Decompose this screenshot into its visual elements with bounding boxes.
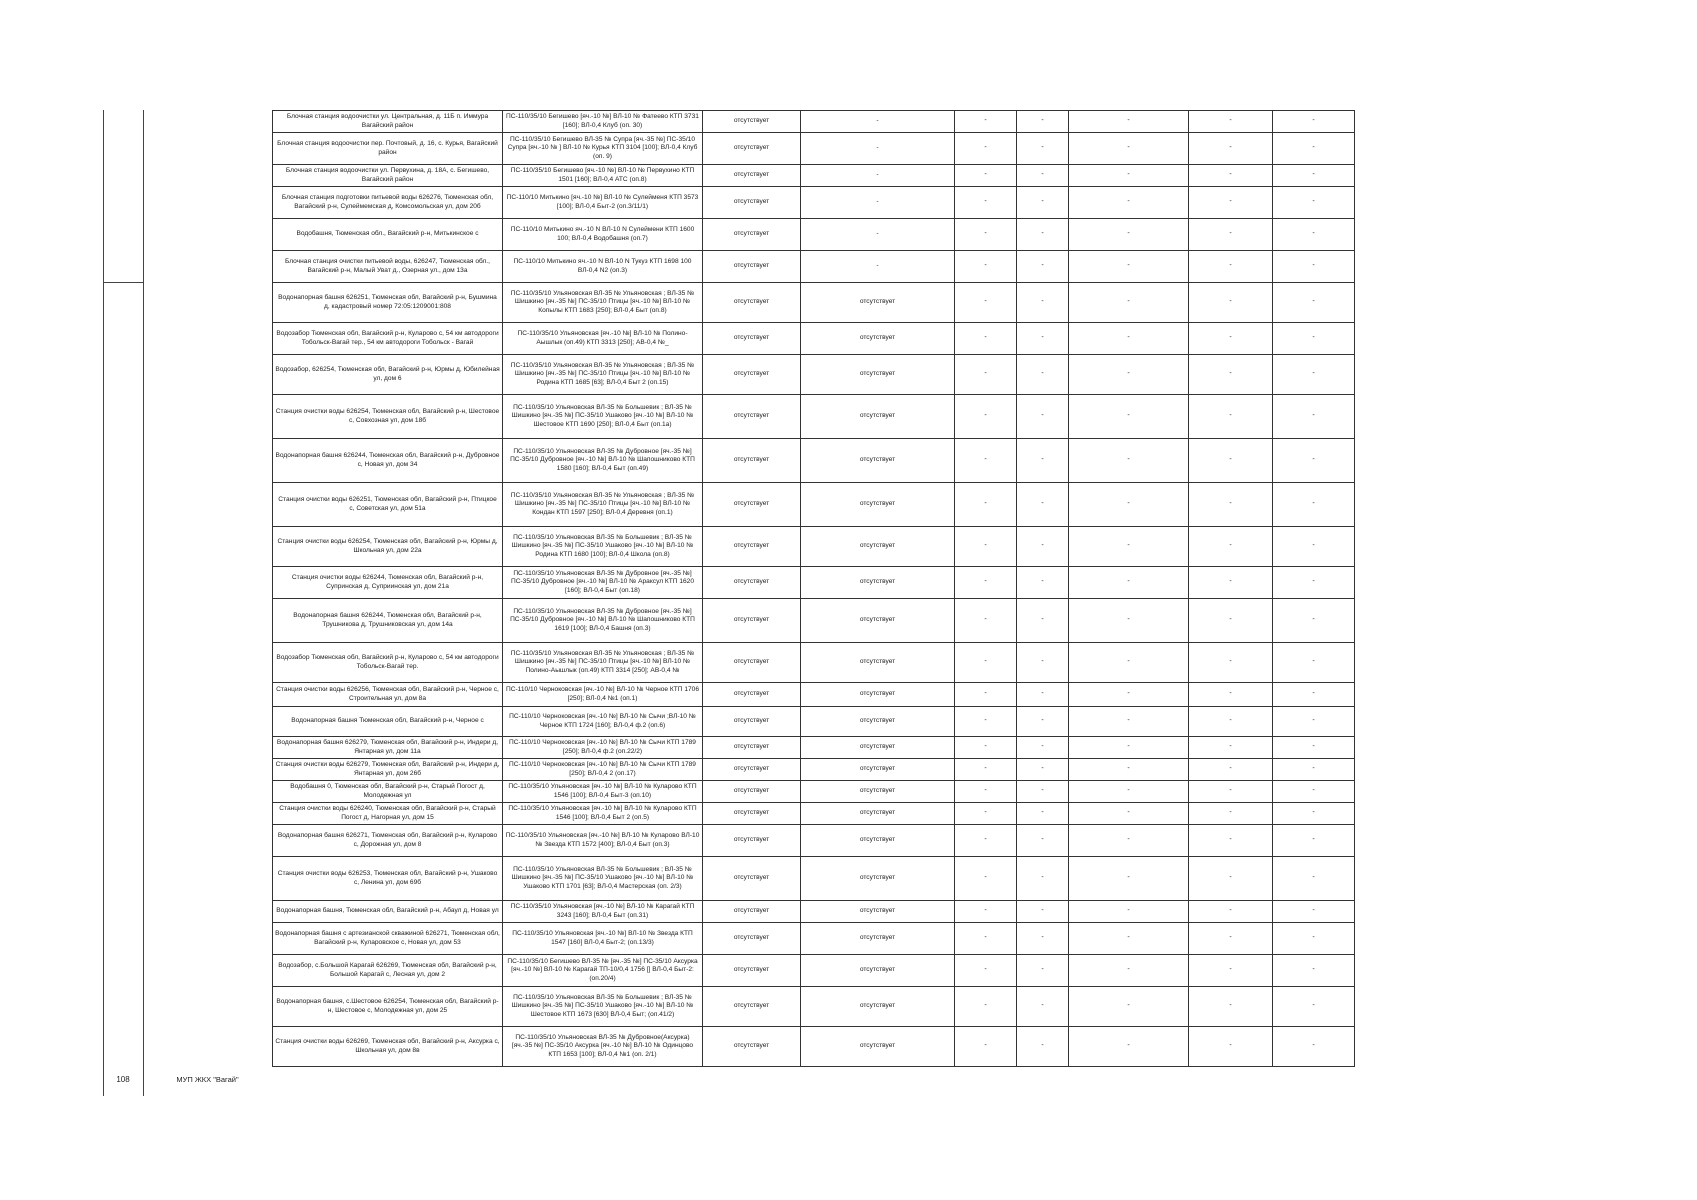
status2-cell: отсутствует bbox=[801, 759, 955, 781]
table-row bbox=[273, 683, 1355, 707]
dash-cell: - bbox=[1273, 781, 1355, 803]
object-cell: Водобашня 0, Тюменская обл, Вагайский р-н, Старый Погост д, Молодежная ул bbox=[273, 781, 503, 803]
dash-cell: - bbox=[955, 955, 1017, 987]
object-cell: Водонапорная башня 626271, Тюменская обл, Вагайский р-н, Куларово с, Дорожная ул, дом 8 bbox=[273, 825, 503, 857]
dash-cell: - bbox=[1189, 955, 1273, 987]
table-row bbox=[273, 165, 1355, 187]
supply-cell: ПС-110/35/10 Ульяновская ВЛ-35 № Дубровное(Аксурка) [яч.-35 №] ПС-35/10 Аксурка [яч.-10 №] ВЛ-10 № Одинцово КТП 1653 [100]; ВЛ-0,4 №1 (оп. 2/1) bbox=[503, 1027, 703, 1067]
dash-cell: - bbox=[955, 987, 1017, 1027]
table-row bbox=[273, 987, 1355, 1027]
status2-cell: отсутствует bbox=[801, 395, 955, 439]
dash-cell: - bbox=[1017, 355, 1069, 395]
left-columns bbox=[103, 110, 272, 1096]
table-row bbox=[273, 955, 1355, 987]
dash-cell: - bbox=[1273, 323, 1355, 355]
status-cell: отсутствует bbox=[703, 1027, 801, 1067]
status-cell: отсутствует bbox=[703, 781, 801, 803]
dash-cell: - bbox=[1017, 901, 1069, 923]
status-cell: отсутствует bbox=[703, 599, 801, 643]
dash-cell: - bbox=[1017, 395, 1069, 439]
dash-cell: - bbox=[1017, 707, 1069, 737]
status2-cell: отсутствует bbox=[801, 955, 955, 987]
status-cell: отсутствует bbox=[703, 323, 801, 355]
supply-cell: ПС-110/35/10 Ульяновская ВЛ-35 № Ульяновская ; ВЛ-35 № Шишкино [яч.-35 №] ПС-35/10 Птицы [яч.-10 №] ВЛ-10 № Родина КТП 1685 [63]; ВЛ-0,4 Быт 2 (оп.15) bbox=[503, 355, 703, 395]
supply-cell: ПС-110/35/10 Ульяновская ВЛ-35 № Дубровное [яч.-35 №] ПС-35/10 Дубровное [яч.-10 №] ВЛ-10 № Шапошниково КТП 1619 [100]; ВЛ-0,4 Башня (оп.3) bbox=[503, 599, 703, 643]
dash-cell: - bbox=[1273, 395, 1355, 439]
status-cell: отсутствует bbox=[703, 439, 801, 483]
status-cell: отсутствует bbox=[703, 923, 801, 955]
dash-cell: - bbox=[1189, 923, 1273, 955]
dash-cell: - bbox=[955, 567, 1017, 599]
data-table bbox=[272, 110, 1355, 1067]
status2-cell: - bbox=[801, 133, 955, 165]
status-cell: отсутствует bbox=[703, 187, 801, 219]
status-cell: отсутствует bbox=[703, 219, 801, 251]
organization-name: МУП ЖКХ "Вагай" bbox=[176, 1075, 239, 1084]
status2-cell: отсутствует bbox=[801, 283, 955, 323]
status2-cell: отсутствует bbox=[801, 527, 955, 567]
dash-cell: - bbox=[1069, 759, 1189, 781]
dash-cell: - bbox=[1069, 567, 1189, 599]
dash-cell: - bbox=[1273, 165, 1355, 187]
supply-cell: ПС-110/10 Черноковская [яч.-10 №] ВЛ-10 № Сычи ;ВЛ-10 № Черное КТП 1724 [160]; ВЛ-0,4 ф.2 (оп.6) bbox=[503, 707, 703, 737]
dash-cell: - bbox=[1069, 187, 1189, 219]
dash-cell: - bbox=[955, 857, 1017, 901]
dash-cell: - bbox=[1017, 483, 1069, 527]
dash-cell: - bbox=[1189, 439, 1273, 483]
column-divider bbox=[103, 110, 104, 1096]
dash-cell: - bbox=[1273, 187, 1355, 219]
dash-cell: - bbox=[1189, 825, 1273, 857]
dash-cell: - bbox=[1273, 567, 1355, 599]
table-row bbox=[273, 219, 1355, 251]
supply-cell: ПС-110/10 Черноковская [яч.-10 №] ВЛ-10 № Черное КТП 1706 [250]; ВЛ-0,4 №1 (оп.1) bbox=[503, 683, 703, 707]
row-divider bbox=[103, 282, 143, 283]
dash-cell: - bbox=[955, 165, 1017, 187]
table-row bbox=[273, 187, 1355, 219]
status-cell: отсутствует bbox=[703, 111, 801, 133]
dash-cell: - bbox=[1017, 187, 1069, 219]
status2-cell: отсутствует bbox=[801, 737, 955, 759]
dash-cell: - bbox=[1017, 737, 1069, 759]
status-cell: отсутствует bbox=[703, 857, 801, 901]
dash-cell: - bbox=[955, 781, 1017, 803]
supply-cell: ПС-110/35/10 Ульяновская [яч.-10 №] ВЛ-10 № Карагай КТП 3243 [160]; ВЛ-0,4 Быт (оп.31) bbox=[503, 901, 703, 923]
object-cell: Станция очистки воды 626256, Тюменская обл, Вагайский р-н, Черное с, Строительная ул, дом 8а bbox=[273, 683, 503, 707]
dash-cell: - bbox=[1273, 1027, 1355, 1067]
object-cell: Водобашня, Тюменская обл., Вагайский р-н, Митькинское с bbox=[273, 219, 503, 251]
table-row bbox=[273, 759, 1355, 781]
dash-cell: - bbox=[1189, 133, 1273, 165]
column-divider bbox=[143, 110, 144, 1096]
dash-cell: - bbox=[1069, 251, 1189, 283]
dash-cell: - bbox=[1069, 133, 1189, 165]
dash-cell: - bbox=[1273, 599, 1355, 643]
dash-cell: - bbox=[1069, 923, 1189, 955]
object-cell: Станция очистки воды 626254, Тюменская обл, Вагайский р-н, Юрмы д, Школьная ул, дом 22а bbox=[273, 527, 503, 567]
dash-cell: - bbox=[1069, 781, 1189, 803]
status2-cell: отсутствует bbox=[801, 567, 955, 599]
dash-cell: - bbox=[1189, 527, 1273, 567]
object-cell: Станция очистки воды 626244, Тюменская обл, Вагайский р-н, Супринская д, Суприинская ул, дом 21а bbox=[273, 567, 503, 599]
dash-cell: - bbox=[1189, 165, 1273, 187]
dash-cell: - bbox=[1069, 803, 1189, 825]
supply-cell: ПС-110/35/10 Ульяновская [яч.-10 №] ВЛ-10 № Звезда КТП 1547 [160] ВЛ-0,4 Быт-2; (оп.13/3) bbox=[503, 923, 703, 955]
supply-cell: ПС-110/35/10 Бегишево ВЛ-35 № Супра [яч.-35 №] ПС-35/10 Супра [яч.-10 № ] ВЛ-10 № Курья КТП 3104 [100]; ВЛ-0,4 Клуб (оп. 9) bbox=[503, 133, 703, 165]
dash-cell: - bbox=[1189, 737, 1273, 759]
dash-cell: - bbox=[1189, 1027, 1273, 1067]
dash-cell: - bbox=[1017, 923, 1069, 955]
dash-cell: - bbox=[1069, 1027, 1189, 1067]
dash-cell: - bbox=[955, 803, 1017, 825]
dash-cell: - bbox=[955, 219, 1017, 251]
dash-cell: - bbox=[1273, 483, 1355, 527]
dash-cell: - bbox=[1189, 395, 1273, 439]
object-cell: Станция очистки воды 626279, Тюменская обл, Вагайский р-н, Индери д, Янтарная ул, дом 26б bbox=[273, 759, 503, 781]
dash-cell: - bbox=[1017, 803, 1069, 825]
table-row bbox=[273, 857, 1355, 901]
dash-cell: - bbox=[1273, 737, 1355, 759]
object-cell: Станция очистки воды 626240, Тюменская обл, Вагайский р-н, Старый Погост д, Нагорная ул, дом 15 bbox=[273, 803, 503, 825]
dash-cell: - bbox=[1017, 1027, 1069, 1067]
status-cell: отсутствует bbox=[703, 133, 801, 165]
dash-cell: - bbox=[1273, 987, 1355, 1027]
table-row bbox=[273, 1027, 1355, 1067]
object-cell: Водонапорная башня 626251, Тюменская обл, Вагайский р-н, Бушмина д, кадастровый номер 72:05:1209001:808 bbox=[273, 283, 503, 323]
table-body bbox=[273, 111, 1355, 1067]
dash-cell: - bbox=[955, 283, 1017, 323]
dash-cell: - bbox=[1069, 283, 1189, 323]
supply-cell: ПС-110/10 Митькино яч.-10 N ВЛ-10 N Тукуз КТП 1698 100 ВЛ-0,4 N2 (оп.3) bbox=[503, 251, 703, 283]
table-row bbox=[273, 781, 1355, 803]
supply-cell: ПС-110/35/10 Ульяновская ВЛ-35 № Дубровное [яч.-35 №] ПС-35/10 Дубровное [яч.-10 №] ВЛ-10 № Шапошниково КТП 1580 [160]; ВЛ-0,4 Быт (оп.49) bbox=[503, 439, 703, 483]
dash-cell: - bbox=[1273, 683, 1355, 707]
supply-cell: ПС-110/35/10 Бегишево [яч.-10 №] ВЛ-10 № Первухино КТП 1501 [160]; ВЛ-0,4 АТС (оп.8) bbox=[503, 165, 703, 187]
status-cell: отсутствует bbox=[703, 987, 801, 1027]
object-cell: Водозабор Тюменская обл, Вагайский р-н, Куларово с, 54 км автодороги Тобольск-Вагай тер., 54 км автодороги Тобольск - Вагай bbox=[273, 323, 503, 355]
table-row bbox=[273, 283, 1355, 323]
dash-cell: - bbox=[1017, 323, 1069, 355]
table-row bbox=[273, 901, 1355, 923]
object-cell: Водозабор, с.Большой Карагай 626269, Тюменская обл, Вагайский р-н, Большой Карагай с, Лесная ул, дом 2 bbox=[273, 955, 503, 987]
supply-cell: ПС-110/35/10 Ульяновская [яч.-10 №] ВЛ-10 № Куларово КТП 1546 [100]; ВЛ-0,4 Быт 2 (оп.5) bbox=[503, 803, 703, 825]
dash-cell: - bbox=[1189, 323, 1273, 355]
dash-cell: - bbox=[1189, 283, 1273, 323]
supply-cell: ПС-110/10 Митькино [яч.-10 №] ВЛ-10 № Сулейменя КТП 3573 [100]; ВЛ-0,4 Быт-2 (оп.3/11/1) bbox=[503, 187, 703, 219]
dash-cell: - bbox=[1069, 599, 1189, 643]
object-cell: Водозабор Тюменская обл, Вагайский р-н, Куларово с, 54 км автодороги Тобольск-Вагай тер. bbox=[273, 643, 503, 683]
status2-cell: отсутствует bbox=[801, 599, 955, 643]
dash-cell: - bbox=[1069, 825, 1189, 857]
dash-cell: - bbox=[1273, 759, 1355, 781]
dash-cell: - bbox=[955, 355, 1017, 395]
dash-cell: - bbox=[1069, 857, 1189, 901]
object-cell: Блочная станция водоочистки ул. Центральная, д. 11Б п. Иммура Вагайский район bbox=[273, 111, 503, 133]
object-cell: Водонапорная башня с артезианской скважиной 626271, Тюменская обл, Вагайский р-н, Куларовское с, Новая ул, дом 53 bbox=[273, 923, 503, 955]
dash-cell: - bbox=[1189, 987, 1273, 1027]
dash-cell: - bbox=[1189, 683, 1273, 707]
object-cell: Блочная станция водоочистки ул. Первухина, д. 18А, с. Бегишево, Вагайский район bbox=[273, 165, 503, 187]
supply-cell: ПС-110/10 Черноковская [яч.-10 №] ВЛ-10 № Сычи КТП 1789 [250]; ВЛ-0,4 2 (оп.17) bbox=[503, 759, 703, 781]
status-cell: отсутствует bbox=[703, 955, 801, 987]
status2-cell: отсутствует bbox=[801, 923, 955, 955]
object-cell: Водонапорная башня Тюменская обл, Вагайский р-н, Черное с bbox=[273, 707, 503, 737]
status-cell: отсутствует bbox=[703, 643, 801, 683]
dash-cell: - bbox=[955, 133, 1017, 165]
dash-cell: - bbox=[1273, 901, 1355, 923]
table-row bbox=[273, 737, 1355, 759]
status-cell: отсутствует bbox=[703, 483, 801, 527]
dash-cell: - bbox=[1273, 857, 1355, 901]
status-cell: отсутствует bbox=[703, 567, 801, 599]
object-cell: Блочная станция подготовки питьевой воды 626276, Тюменская обл, Вагайский р-н, Сулеймемская д, Комсомольская ул, дом 20б bbox=[273, 187, 503, 219]
object-cell: Водонапорная башня 626279, Тюменская обл, Вагайский р-н, Индери д, Янтарная ул, дом 11а bbox=[273, 737, 503, 759]
table-row bbox=[273, 923, 1355, 955]
status2-cell: отсутствует bbox=[801, 355, 955, 395]
object-cell: Станция очистки воды 626251, Тюменская обл, Вагайский р-н, Птицкое с, Советская ул, дом 51а bbox=[273, 483, 503, 527]
dash-cell: - bbox=[1069, 219, 1189, 251]
dash-cell: - bbox=[1273, 707, 1355, 737]
supply-cell: ПС-110/35/10 Ульяновская ВЛ-35 № Ульяновская ; ВЛ-35 № Шишкино [яч.-35 №] ПС-35/10 Птицы [яч.-10 №] ВЛ-10 № Копылы КТП 1683 [250]; ВЛ-0,4 Быт (оп.8) bbox=[503, 283, 703, 323]
dash-cell: - bbox=[1069, 955, 1189, 987]
dash-cell: - bbox=[1189, 857, 1273, 901]
dash-cell: - bbox=[955, 643, 1017, 683]
dash-cell: - bbox=[1273, 111, 1355, 133]
object-cell: Водозабор, 626254, Тюменская обл, Вагайский р-н, Юрмы д, Юбилейная ул, дом 6 bbox=[273, 355, 503, 395]
dash-cell: - bbox=[1069, 165, 1189, 187]
status-cell: отсутствует bbox=[703, 251, 801, 283]
dash-cell: - bbox=[1189, 781, 1273, 803]
dash-cell: - bbox=[1273, 219, 1355, 251]
dash-cell: - bbox=[1069, 707, 1189, 737]
dash-cell: - bbox=[1273, 283, 1355, 323]
dash-cell: - bbox=[1017, 683, 1069, 707]
dash-cell: - bbox=[1017, 283, 1069, 323]
dash-cell: - bbox=[1017, 825, 1069, 857]
status-cell: отсутствует bbox=[703, 683, 801, 707]
status2-cell: отсутствует bbox=[801, 901, 955, 923]
status2-cell: - bbox=[801, 165, 955, 187]
dash-cell: - bbox=[955, 737, 1017, 759]
dash-cell: - bbox=[1069, 439, 1189, 483]
dash-cell: - bbox=[955, 825, 1017, 857]
dash-cell: - bbox=[955, 599, 1017, 643]
dash-cell: - bbox=[1189, 483, 1273, 527]
status-cell: отсутствует bbox=[703, 165, 801, 187]
dash-cell: - bbox=[1069, 683, 1189, 707]
dash-cell: - bbox=[1069, 355, 1189, 395]
status-cell: отсутствует bbox=[703, 737, 801, 759]
table-row bbox=[273, 251, 1355, 283]
supply-cell: ПС-110/35/10 Ульяновская ВЛ-35 № Большевик ; ВЛ-35 № Шишкино [яч.-35 №] ПС-35/10 Ушаково [яч.-10 №] ВЛ-10 № Родина КТП 1680 [100]; ВЛ-0,4 Школа (оп.8) bbox=[503, 527, 703, 567]
status-cell: отсутствует bbox=[703, 283, 801, 323]
object-cell: Водонапорная башня, Тюменская обл, Вагайский р-н, Абаул д, Новая ул bbox=[273, 901, 503, 923]
dash-cell: - bbox=[1189, 111, 1273, 133]
dash-cell: - bbox=[1069, 483, 1189, 527]
supply-cell: ПС-110/35/10 Бегишево ВЛ-35 № [яч.-35 №] ПС-35/10 Аксурка [яч.-10 №] ВЛ-10 № Карагай ТП-10/0,4 1756 [] ВЛ-0,4 Быт-2: (оп.20/4) bbox=[503, 955, 703, 987]
status2-cell: отсутствует bbox=[801, 987, 955, 1027]
dash-cell: - bbox=[1069, 527, 1189, 567]
dash-cell: - bbox=[1273, 955, 1355, 987]
status2-cell: - bbox=[801, 219, 955, 251]
status2-cell: отсутствует bbox=[801, 781, 955, 803]
dash-cell: - bbox=[1017, 111, 1069, 133]
supply-cell: ПС-110/35/10 Ульяновская [яч.-10 №] ВЛ-10 № Полино-Аышлык (оп.49) КТП 3313 [250]; АВ-0,4 №_ bbox=[503, 323, 703, 355]
status2-cell: отсутствует bbox=[801, 643, 955, 683]
status2-cell: - bbox=[801, 111, 955, 133]
supply-cell: ПС-110/10 Черноковская [яч.-10 №] ВЛ-10 № Сычи КТП 1789 [250]; ВЛ-0,4 ф.2 (оп.22/2) bbox=[503, 737, 703, 759]
dash-cell: - bbox=[1069, 737, 1189, 759]
dash-cell: - bbox=[955, 251, 1017, 283]
dash-cell: - bbox=[1017, 857, 1069, 901]
dash-cell: - bbox=[1189, 219, 1273, 251]
status-cell: отсутствует bbox=[703, 355, 801, 395]
dash-cell: - bbox=[955, 187, 1017, 219]
object-cell: Водонапорная башня 626244, Тюменская обл, Вагайский р-н, Дубровное с, Новая ул, дом 34 bbox=[273, 439, 503, 483]
dash-cell: - bbox=[1017, 251, 1069, 283]
status-cell: отсутствует bbox=[703, 901, 801, 923]
object-cell: Водонапорная башня 626244, Тюменская обл, Вагайский р-н, Трушникова д, Трушниковская ул, дом 14а bbox=[273, 599, 503, 643]
dash-cell: - bbox=[1189, 599, 1273, 643]
table-row bbox=[273, 483, 1355, 527]
status2-cell: - bbox=[801, 187, 955, 219]
status2-cell: отсутствует bbox=[801, 803, 955, 825]
status-cell: отсутствует bbox=[703, 707, 801, 737]
dash-cell: - bbox=[1189, 759, 1273, 781]
status2-cell: отсутствует bbox=[801, 439, 955, 483]
object-cell: Блочная станция очистки питьевой воды, 626247, Тюменская обл., Вагайский р-н, Малый Уват д., Озерная ул., дом 13а bbox=[273, 251, 503, 283]
status-cell: отсутствует bbox=[703, 395, 801, 439]
dash-cell: - bbox=[1017, 527, 1069, 567]
dash-cell: - bbox=[1273, 439, 1355, 483]
table-row bbox=[273, 643, 1355, 683]
dash-cell: - bbox=[1273, 825, 1355, 857]
dash-cell: - bbox=[1189, 355, 1273, 395]
dash-cell: - bbox=[1017, 955, 1069, 987]
dash-cell: - bbox=[1017, 759, 1069, 781]
object-cell: Станция очистки воды 626269, Тюменская обл, Вагайский р-н, Аксурка с, Школьная ул, дом 8в bbox=[273, 1027, 503, 1067]
table-row bbox=[273, 439, 1355, 483]
table-row bbox=[273, 803, 1355, 825]
dash-cell: - bbox=[955, 395, 1017, 439]
dash-cell: - bbox=[1273, 803, 1355, 825]
supply-cell: ПС-110/35/10 Ульяновская ВЛ-35 № Большевик ; ВЛ-35 № Шишкино [яч.-35 №] ПС-35/10 Ушаково [яч.-10 №] ВЛ-10 № Шестовое КТП 1690 [250]; ВЛ-0,4 Быт (оп.1а) bbox=[503, 395, 703, 439]
dash-cell: - bbox=[1017, 219, 1069, 251]
dash-cell: - bbox=[1017, 165, 1069, 187]
table-row bbox=[273, 567, 1355, 599]
table-row bbox=[273, 395, 1355, 439]
status2-cell: отсутствует bbox=[801, 825, 955, 857]
dash-cell: - bbox=[1189, 803, 1273, 825]
dash-cell: - bbox=[1273, 923, 1355, 955]
dash-cell: - bbox=[1069, 395, 1189, 439]
table-row bbox=[273, 355, 1355, 395]
status2-cell: отсутствует bbox=[801, 707, 955, 737]
dash-cell: - bbox=[1017, 439, 1069, 483]
dash-cell: - bbox=[955, 527, 1017, 567]
dash-cell: - bbox=[1017, 599, 1069, 643]
status-cell: отсутствует bbox=[703, 803, 801, 825]
supply-cell: ПС-110/35/10 Ульяновская ВЛ-35 № Дубровное [яч.-35 №] ПС-35/10 Дубровное [яч.-10 №] ВЛ-10 № Араксул КТП 1620 [160]; ВЛ-0,4 Быт (оп.18) bbox=[503, 567, 703, 599]
dash-cell: - bbox=[1189, 567, 1273, 599]
dash-cell: - bbox=[1069, 111, 1189, 133]
dash-cell: - bbox=[955, 111, 1017, 133]
status2-cell: отсутствует bbox=[801, 483, 955, 527]
dash-cell: - bbox=[1273, 133, 1355, 165]
dash-cell: - bbox=[1189, 187, 1273, 219]
dash-cell: - bbox=[955, 323, 1017, 355]
dash-cell: - bbox=[1017, 567, 1069, 599]
table-row bbox=[273, 825, 1355, 857]
table-row bbox=[273, 527, 1355, 567]
supply-cell: ПС-110/35/10 Ульяновская ВЛ-35 № Большевик ; ВЛ-35 № Шишкино [яч.-35 №] ПС-35/10 Ушаково [яч.-10 №] ВЛ-10 № Ушаково КТП 1701 [63]; ВЛ-0,4 Мастерская (оп. 2/3) bbox=[503, 857, 703, 901]
object-cell: Водонапорная башня, с.Шестовое 626254, Тюменская обл, Вагайский р-н, Шестовое с, Молодежная ул, дом 25 bbox=[273, 987, 503, 1027]
object-cell: Станция очистки воды 626254, Тюменская обл, Вагайский р-н, Шестовое с, Совхозная ул, дом 18б bbox=[273, 395, 503, 439]
status2-cell: отсутствует bbox=[801, 1027, 955, 1067]
dash-cell: - bbox=[1017, 643, 1069, 683]
dash-cell: - bbox=[1017, 781, 1069, 803]
dash-cell: - bbox=[1017, 987, 1069, 1027]
dash-cell: - bbox=[955, 439, 1017, 483]
table-row bbox=[273, 323, 1355, 355]
dash-cell: - bbox=[1189, 707, 1273, 737]
supply-cell: ПС-110/35/10 Бегишево [яч.-10 №] ВЛ-10 № Фатеево КТП 3731 [160]; ВЛ-0,4 Клуб (оп. 30) bbox=[503, 111, 703, 133]
status-cell: отсутствует bbox=[703, 825, 801, 857]
dash-cell: - bbox=[1189, 643, 1273, 683]
row-number: 108 bbox=[116, 1075, 130, 1084]
supply-cell: ПС-110/35/10 Ульяновская ВЛ-35 № Большевик ; ВЛ-35 № Шишкино [яч.-35 №] ПС-35/10 Ушаково [яч.-10 №] ВЛ-10 № Шестовое КТП 1673 [630] ВЛ-0,4 Быт; (оп.41/2) bbox=[503, 987, 703, 1027]
table-row bbox=[273, 111, 1355, 133]
status2-cell: отсутствует bbox=[801, 323, 955, 355]
dash-cell: - bbox=[1069, 323, 1189, 355]
status2-cell: - bbox=[801, 251, 955, 283]
dash-cell: - bbox=[1189, 251, 1273, 283]
table-row bbox=[273, 133, 1355, 165]
dash-cell: - bbox=[955, 483, 1017, 527]
dash-cell: - bbox=[1017, 133, 1069, 165]
dash-cell: - bbox=[955, 707, 1017, 737]
status2-cell: отсутствует bbox=[801, 857, 955, 901]
dash-cell: - bbox=[1189, 901, 1273, 923]
dash-cell: - bbox=[955, 759, 1017, 781]
supply-cell: ПС-110/35/10 Ульяновская [яч.-10 №] ВЛ-10 № Куларово ВЛ-10 № Звезда КТП 1572 [400]; ВЛ-0,4 Быт (оп.3) bbox=[503, 825, 703, 857]
dash-cell: - bbox=[1273, 355, 1355, 395]
table-row bbox=[273, 707, 1355, 737]
object-cell: Блочная станция водоочистки пер. Почтовый, д. 16, с. Курья, Вагайский район bbox=[273, 133, 503, 165]
dash-cell: - bbox=[955, 1027, 1017, 1067]
dash-cell: - bbox=[1273, 527, 1355, 567]
dash-cell: - bbox=[955, 683, 1017, 707]
status2-cell: отсутствует bbox=[801, 683, 955, 707]
dash-cell: - bbox=[1069, 901, 1189, 923]
dash-cell: - bbox=[1069, 987, 1189, 1027]
status-cell: отсутствует bbox=[703, 527, 801, 567]
dash-cell: - bbox=[955, 901, 1017, 923]
supply-cell: ПС-110/10 Митькино яч.-10 N ВЛ-10 N Сулеймени КТП 1600 100; ВЛ-0,4 Водобашня (оп.7) bbox=[503, 219, 703, 251]
dash-cell: - bbox=[955, 923, 1017, 955]
dash-cell: - bbox=[1273, 251, 1355, 283]
status-cell: отсутствует bbox=[703, 759, 801, 781]
dash-cell: - bbox=[1273, 643, 1355, 683]
supply-cell: ПС-110/35/10 Ульяновская ВЛ-35 № Ульяновская ; ВЛ-35 № Шишкино [яч.-35 №] ПС-35/10 Птицы [яч.-10 №] ВЛ-10 № Полино-Аышлык (оп.49) КТП 3314 [250]; АВ-0,4 № bbox=[503, 643, 703, 683]
supply-cell: ПС-110/35/10 Ульяновская [яч.-10 №] ВЛ-10 № Куларово КТП 1546 [100]; ВЛ-0,4 Быт-3 (оп.10) bbox=[503, 781, 703, 803]
dash-cell: - bbox=[1069, 643, 1189, 683]
table-row bbox=[273, 599, 1355, 643]
supply-cell: ПС-110/35/10 Ульяновская ВЛ-35 № Ульяновская ; ВЛ-35 № Шишкино [яч.-35 №] ПС-35/10 Птицы [яч.-10 №] ВЛ-10 № Кондан КТП 1597 [250]; ВЛ-0,4 Деревня (оп.1) bbox=[503, 483, 703, 527]
object-cell: Станция очистки воды 626253, Тюменская обл, Вагайский р-н, Ушаково с, Ленина ул, дом 69б bbox=[273, 857, 503, 901]
